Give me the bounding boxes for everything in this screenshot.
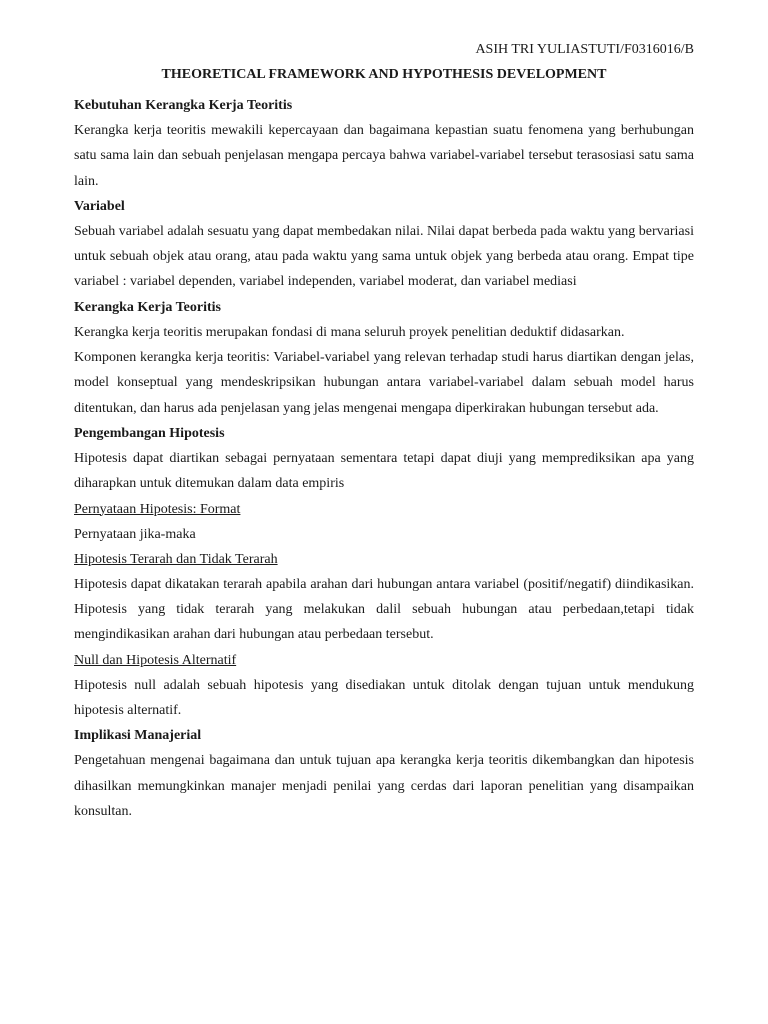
section-heading: Kerangka Kerja Teoritis bbox=[74, 299, 221, 315]
section-null bbox=[74, 648, 694, 724]
section-kebutuhan bbox=[74, 93, 694, 194]
section-format bbox=[74, 497, 694, 547]
paragraph: Pernyataan jika-maka bbox=[74, 526, 196, 542]
paragraph: Pengetahuan mengenai bagaimana dan untuk tujuan apa kerangka kerja teoritis dikembangkan dan hipotesis dihasilkan memungkinkan manajer menjadi penilai yang cerdas dari laporan penelitian yang disampaikan konsultan. bbox=[74, 753, 694, 819]
paragraph: Hipotesis dapat diartikan sebagai pernyataan sementara tetapi dapat diuji yang memprediksikan apa yang diharapkan untuk ditemukan dalam data empiris bbox=[74, 450, 694, 492]
section-pengembangan bbox=[74, 421, 694, 497]
paragraph: Hipotesis null adalah sebuah hipotesis yang disediakan untuk ditolak dengan tujuan untuk mendukung hipotesis alternatif. bbox=[74, 677, 694, 719]
section-variabel bbox=[74, 194, 694, 295]
document-title: THEORETICAL FRAMEWORK AND HYPOTHESIS DEVELOPMENT bbox=[161, 67, 607, 82]
paragraph: Kerangka kerja teoritis mewakili kepercayaan dan bagaimana kepastian suatu fenomena yang berhubungan satu sama lain dan sebuah penjelasan mengapa percaya bahwa variabel-variabel tersebut terasosiasi satu sama lain. bbox=[74, 123, 694, 189]
document-page bbox=[74, 40, 694, 824]
subsection-heading: Null dan Hipotesis Alternatif bbox=[74, 652, 237, 668]
subsection-heading: Pernyataan Hipotesis: Format bbox=[74, 501, 241, 517]
section-implikasi bbox=[74, 723, 694, 824]
section-terarah bbox=[74, 547, 694, 648]
section-kerangka bbox=[74, 295, 694, 421]
paragraph: Hipotesis dapat dikatakan terarah apabila arahan dari hubungan antara variabel (positif/negatif) diindikasikan. Hipotesis yang tidak terarah yang melakukan dalil sebuah hubungan atau perbedaan,tetapi tidak mengindikasikan arahan dari hubungan atau perbedaan tersebut. bbox=[74, 576, 694, 643]
paragraph: Kerangka kerja teoritis merupakan fondasi di mana seluruh proyek penelitian deduktif didasarkan. bbox=[74, 324, 625, 340]
section-heading: Implikasi Manajerial bbox=[74, 728, 202, 744]
subsection-heading: Hipotesis Terarah dan Tidak Terarah bbox=[74, 551, 278, 567]
section-heading: Pengembangan Hipotesis bbox=[74, 425, 225, 441]
section-heading: Kebutuhan Kerangka Kerja Teoritis bbox=[74, 98, 293, 113]
section-heading: Variabel bbox=[74, 198, 125, 214]
paragraph: Sebuah variabel adalah sesuatu yang dapat membedakan nilai. Nilai dapat berbeda pada waktu yang bervariasi untuk sebuah objek atau orang, atau pada waktu yang sama untuk objek yang berbeda atau orang. Empat tipe variabel : variabel dependen, variabel independen, variabel moderat, dan variabel mediasi bbox=[74, 223, 694, 290]
author-line: ASIH TRI YULIASTUTI/F0316016/B bbox=[475, 42, 694, 57]
paragraph: Komponen kerangka kerja teoritis: Variabel-variabel yang relevan terhadap studi harus diartikan dengan jelas, model konseptual yang mendeskripsikan hubungan antara variabel-variabel dalam sebuah model harus ditentukan, dan harus ada penjelasan yang jelas mengenai mengapa diperkirakan hubungan tersebut ada. bbox=[74, 350, 694, 416]
